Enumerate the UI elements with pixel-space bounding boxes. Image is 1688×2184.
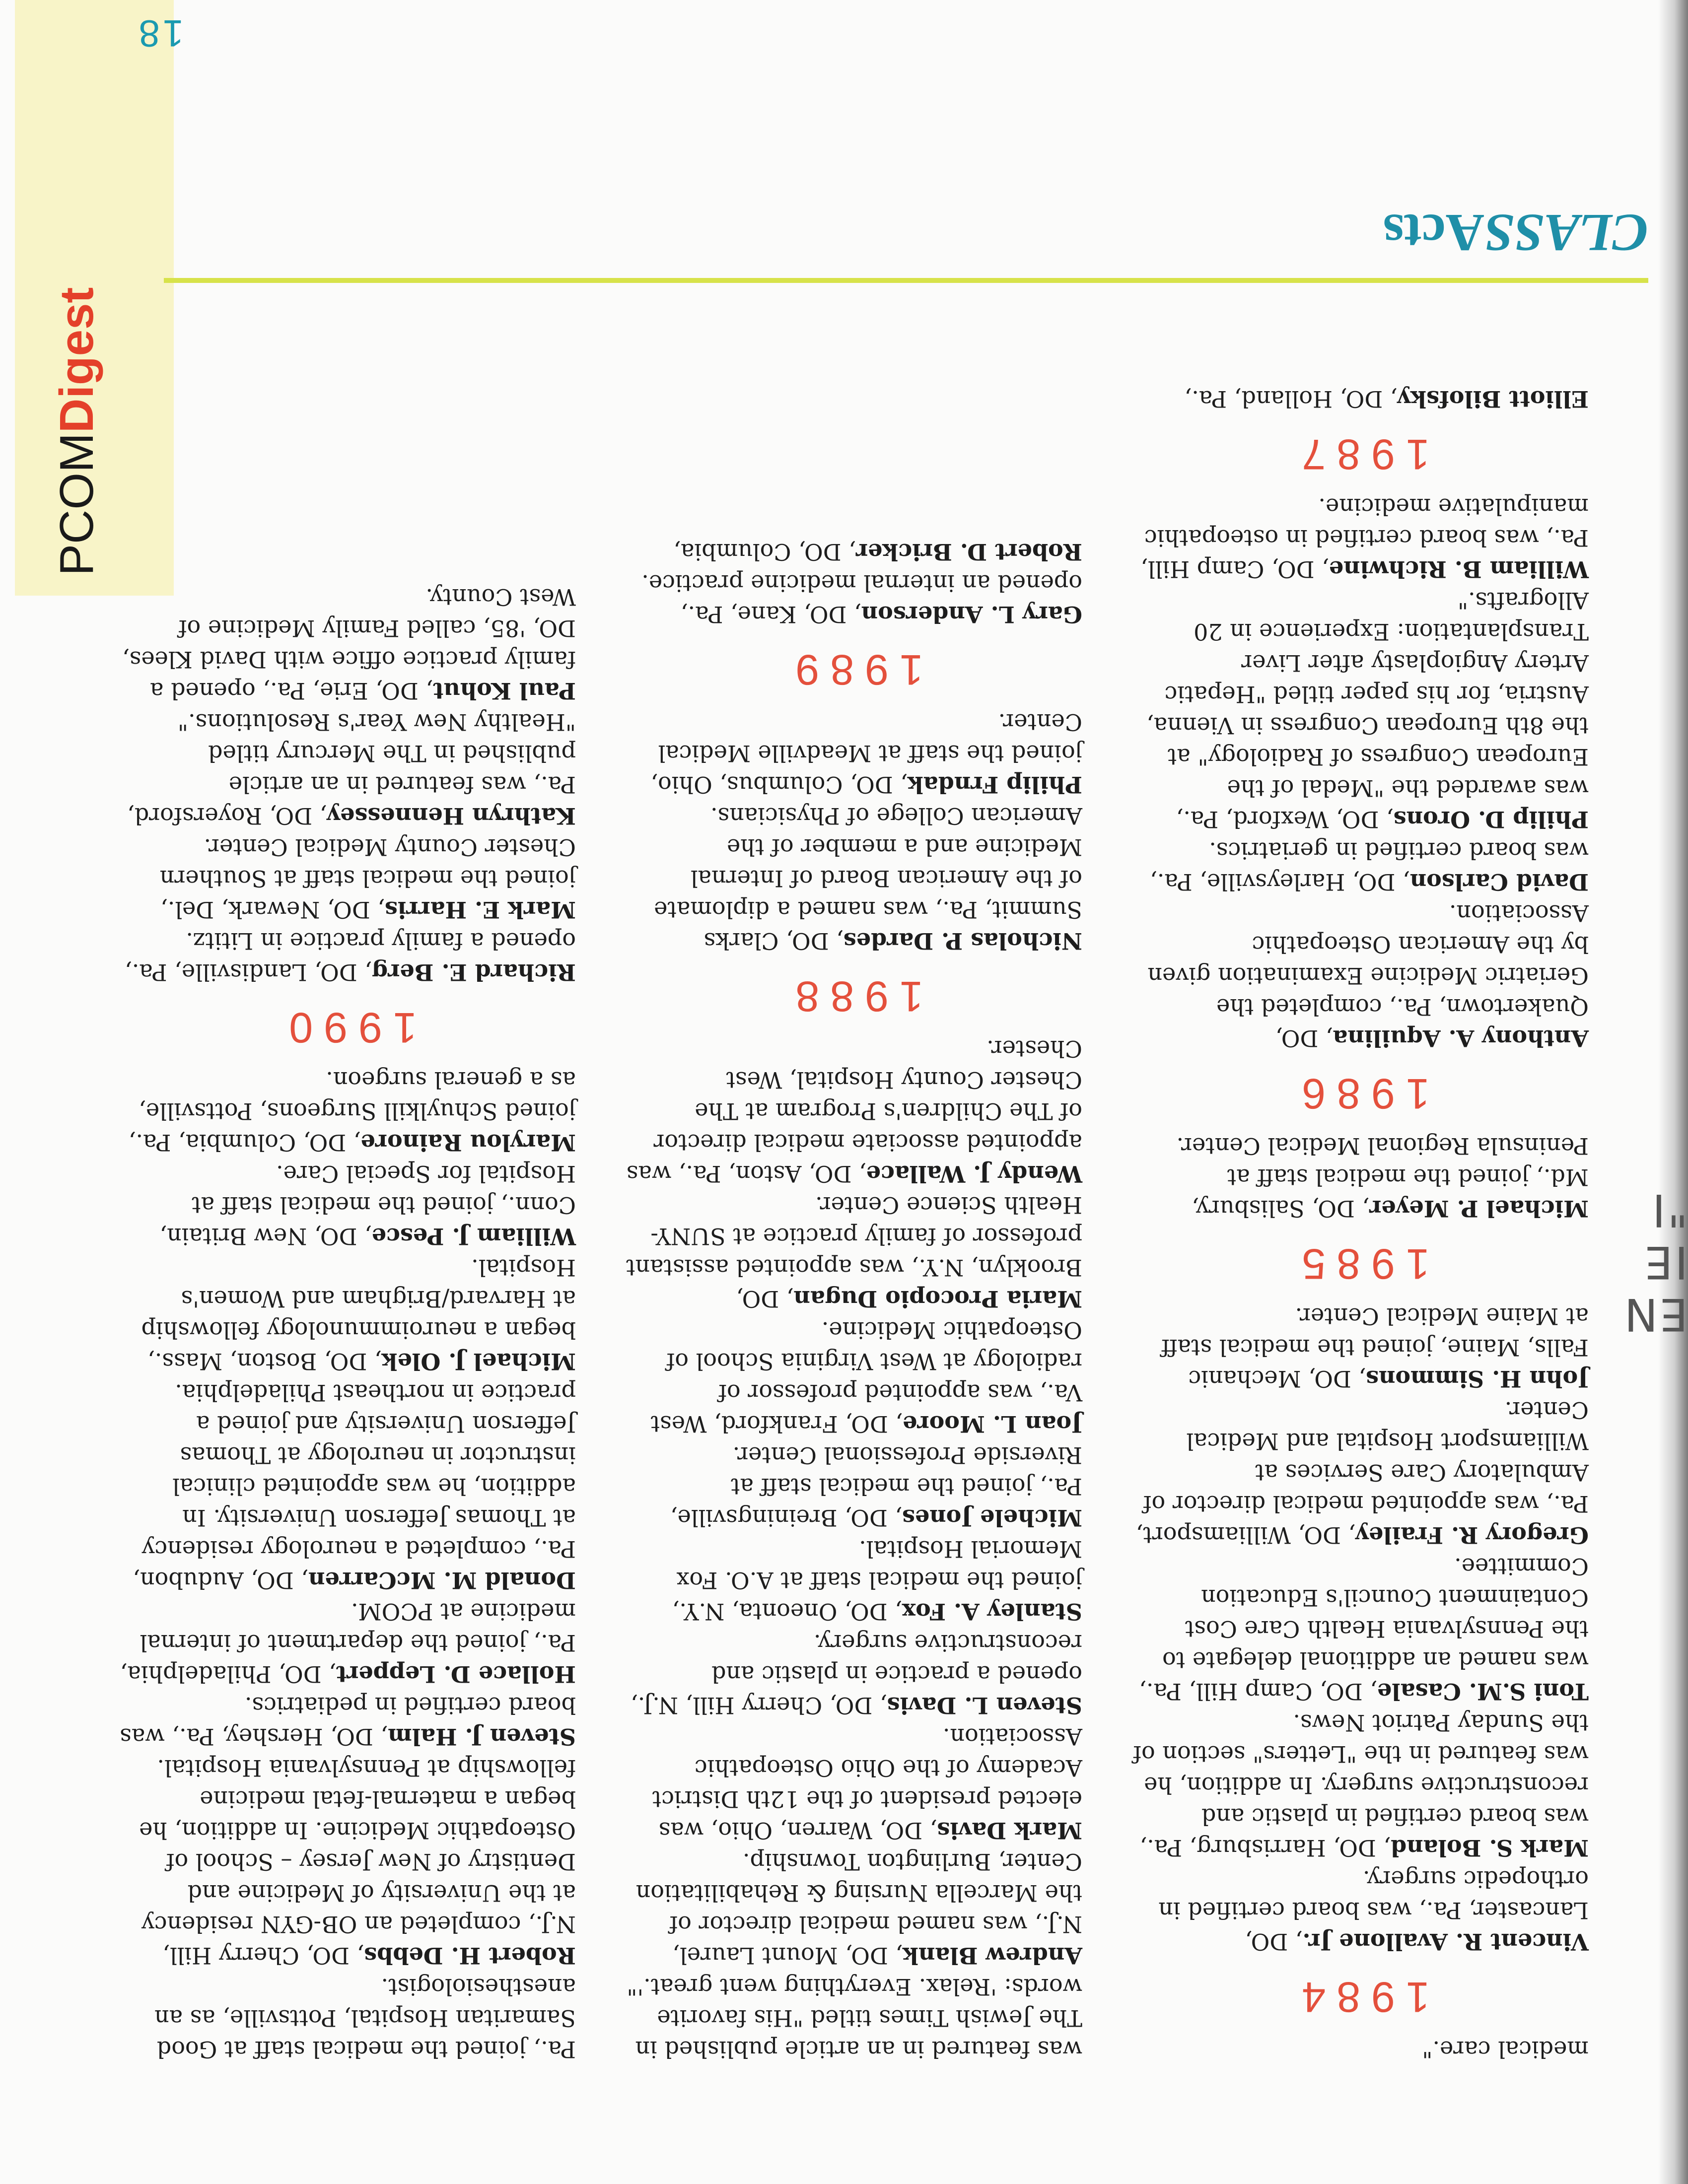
- alumni-note: , DO, Landisville, Pa., opened a family practice in Lititz.: [125, 928, 576, 986]
- alumni-entry: [119, 1690, 576, 1752]
- alumni-entry: [119, 1752, 576, 1971]
- class-year-heading: 1985: [1291, 1240, 1430, 1288]
- alumni-entry: [626, 1314, 1082, 1439]
- alumni-entry: [119, 581, 576, 706]
- fragment-line: "I: [1650, 1184, 1688, 1236]
- alumni-note: , DO, Aston, Pa., was appointed associate medical director of The Children's Program at The Chester County Hospital, West Chester.: [626, 1035, 1082, 1187]
- alumni-note: , DO, Clarks Summit, Pa., was named a diplomate of the American Board of Internal Medicine and a member of the American College of Physicians.: [654, 803, 1082, 955]
- alumni-entry: [1132, 1394, 1589, 1551]
- alumni-name: Toni S.M. Casale: [1377, 1678, 1589, 1705]
- alumni-note: , DO, Kane, Pa., opened an internal medicine practice.: [641, 570, 1082, 628]
- alumni-name: Joan L. Moore: [903, 1411, 1082, 1437]
- alumni-name: John H. Simmons: [1366, 1365, 1589, 1392]
- alumni-name: Hollace D. Leppert: [336, 1661, 576, 1688]
- alumni-name: Wendy J. Wallace: [866, 1160, 1082, 1187]
- class-year-heading: 1986: [1291, 1070, 1430, 1117]
- alumni-note: , DO, Columbia,: [673, 539, 856, 565]
- alumni-entry: [1132, 1551, 1589, 1707]
- alumni-note: , DO, Camp Hill, Pa., was board certified in osteopathic manipulative medicine.: [1140, 493, 1589, 583]
- section-heading-class: CLASS: [1484, 203, 1648, 262]
- alumni-entry: [1132, 1863, 1589, 1957]
- alumni-name: Steven L. Davis: [887, 1692, 1082, 1719]
- alumni-entry: [1132, 491, 1589, 585]
- alumni-entry: [626, 1846, 1082, 1971]
- adjacent-page-fragment: [1622, 596, 1688, 1340]
- alumni-note: , DO, Philadelphia, Pa., joined the department of internal medicine at PCOM.: [120, 1598, 576, 1688]
- brand-logo: [50, 287, 104, 576]
- alumni-note: , DO, Harrisburg, Pa., was board certified in plastic and reconstructive surgery. In addition, he was featured in the "Letters" section of the Sunday Patriot News.: [1133, 1709, 1589, 1861]
- alumni-entry: [1132, 585, 1589, 835]
- alumni-note: , DO, Columbia, Pa., joined Schuylkill Surgeons, Pottsville, as a general surgeon.: [128, 1067, 576, 1156]
- alumni-note: , DO, Harleysville, Pa., was board certified in geriatrics.: [1150, 837, 1589, 895]
- alumni-note: , DO, Boston, Mass., began a neuroimmunology fellowship at Harvard/Brigham and Women's Hospital.: [141, 1254, 576, 1375]
- alumni-name: Andrew Blank: [903, 1942, 1082, 1969]
- alumni-note: , DO, Salisbury, Md., joined the medical staff at Peninsula Regional Medical Center.: [1176, 1133, 1589, 1222]
- alumni-note: , DO, Holland, Pa.,: [1184, 386, 1398, 412]
- alumni-entry: [119, 1252, 576, 1377]
- alumni-note: , DO, Lancaster, Pa., was board certified in orthopedic surgery.: [1158, 1866, 1589, 1955]
- alumni-note: , DO, Mount Laurel, N.J., was named medical director of the Marcella Nursing & Rehabilitation Center, Burlington Township.: [635, 1848, 1082, 1969]
- alumni-note: , DO, New Britain, Conn., joined the medical staff at Hospital for Special Care.: [159, 1160, 576, 1250]
- alumni-name: Mark Davis: [937, 1817, 1082, 1844]
- alumni-entry: [626, 1533, 1082, 1627]
- alumni-entry: [626, 1721, 1082, 1846]
- entry-continuation: was featured in an article published in The Jewish Times titled "His favorite words: 'Relax. Everything went great.'": [627, 1974, 1082, 2063]
- alumni-note: , DO, Cherry Hill, N.J., completed an OB-GYN residency at the University of Medicine and Dentistry of New Jersey – School of Osteopathic Medicine. In addition, he began a maternal-fetal medicine fellowship at Pennsylvania Hospital.: [139, 1755, 576, 1969]
- alumni-name: Paul Kohut: [433, 678, 576, 704]
- alumni-note: , DO, Royersford, Pa., was featured in an article published in The Mercury titled "Healthy New Year's Resolutions.": [127, 709, 576, 829]
- alumni-name: Marylou Rainore: [360, 1129, 576, 1156]
- alumni-name: Kathryn Hennessey: [327, 803, 576, 829]
- alumni-note: , DO, Newark, Del., joined the medical staff at Southern Chester County Medical Center.: [159, 834, 576, 923]
- entry-continuation: Pa., joined the medical staff at Good Samaritan Hospital, Pottsville, as an anesthesiologist.: [154, 1974, 576, 2063]
- alumni-entry: [119, 706, 576, 831]
- alumni-name: Michele Jones: [902, 1504, 1082, 1531]
- alumni-note: , DO, Quakertown, Pa., completed the Geriatric Medicine Examination given by the American Osteopathic Association.: [1147, 900, 1589, 1052]
- section-heading: [1383, 202, 1648, 263]
- alumni-note: , DO, Audubon, Pa., completed a neurology residency at Thomas Jefferson University. In addition, he was appointed clinical instructor in neurology at Thomas Jefferson University and joined a practice in northeast Philadelphia.: [133, 1379, 576, 1594]
- alumni-name: Michael P. Meyer: [1369, 1195, 1589, 1222]
- alumni-name: Mark S. Boland: [1391, 1835, 1589, 1861]
- section-rule: [164, 278, 1648, 283]
- alumni-name: Robert D. Bricker: [855, 539, 1082, 565]
- alumni-name: William B. Richwine: [1329, 556, 1589, 583]
- alumni-note: , DO, Wexford, Pa., was awarded the "Medal of the European Congress of Radiology" at the 8th European Congress in Vienna, Austria, for his paper titled "Hepatic Artery Angioplasty after Liver Transplantation: Experience in 20 Allografts.": [1146, 587, 1589, 833]
- alumni-entry: [626, 1189, 1082, 1314]
- alumni-entry: [1132, 835, 1589, 897]
- alumni-note: , DO, Camp Hill, Pa., was named an additional delegate to the Pennsylvania Health Care Cost Containment Council's Education Committee.: [1139, 1553, 1589, 1705]
- class-year-heading: 1984: [1291, 1973, 1430, 2021]
- alumni-name: David Carlson: [1409, 869, 1589, 895]
- alumni-entry: [626, 536, 1082, 567]
- alumni-note: , DO, Mechanic Falls, Maine, joined the medical staff at Maine Medical Center.: [1161, 1303, 1589, 1392]
- alumni-note: , DO, Warren, Ohio, was elected president of the 12th District Academy of the Ohio Osteopathic Association.: [652, 1723, 1082, 1844]
- alumni-note: , DO, Erie, Pa., opened a family practice office with David Klees, DO, '85, called Family Medicine of West County.: [122, 584, 576, 704]
- alumni-name: Michael J. Olek: [381, 1348, 576, 1375]
- alumni-entry: [119, 1377, 576, 1596]
- class-year-heading: 1989: [784, 646, 923, 693]
- column-2: [626, 536, 1082, 2065]
- alumni-name: Gregory R. Frailey: [1355, 1522, 1589, 1549]
- column-3: [119, 581, 576, 2065]
- brand-digest: Digest: [50, 287, 103, 433]
- alumni-name: Richard E. Berg: [371, 959, 576, 986]
- alumni-entry: [626, 706, 1082, 800]
- alumni-entry: [1132, 1130, 1589, 1224]
- alumni-name: Robert H. Debbs: [364, 1942, 576, 1969]
- alumni-name: William J. Pesce: [371, 1223, 576, 1250]
- alumni-note: , DO, Hershey, Pa., was board certified in pediatrics.: [120, 1692, 576, 1750]
- class-year-heading: 1990: [278, 1004, 417, 1051]
- alumni-note: , DO, Frankford, West Va., was appointed professor of radiology at West Virginia School of Osteopathic Medicine.: [650, 1317, 1082, 1437]
- alumni-note: , DO, Columbus, Ohio, joined the staff at Meadville Medical Center.: [650, 709, 1082, 798]
- alumni-entry: [119, 1596, 576, 1690]
- alumni-name: Stanley A. Fox: [902, 1598, 1082, 1625]
- column-1: [1132, 383, 1589, 2065]
- alumni-note: , DO, Breiningsville, Pa., joined the medical staff at Riverside Professional Center.: [670, 1442, 1082, 1531]
- alumni-entry: [1132, 383, 1589, 414]
- alumni-entry: [119, 1158, 576, 1252]
- alumni-note: , DO, Brooklyn, N.Y., was appointed assistant professor of family practice at SUNY-Health Science Center.: [626, 1192, 1082, 1312]
- alumni-name: Maria Procopio Dugan: [793, 1286, 1082, 1312]
- class-year-heading: 1987: [1291, 430, 1430, 478]
- alumni-name: Elliott Bilofsky: [1397, 386, 1589, 412]
- alumni-entry: [1132, 1300, 1589, 1394]
- alumni-entry: [626, 1627, 1082, 1721]
- alumni-name: Nicholas P. Dardes: [843, 928, 1082, 955]
- alumni-note: , DO, Oneonta, N.Y., joined the medical staff at A.O. Fox Memorial Hospital.: [672, 1536, 1082, 1625]
- alumni-entry: [626, 1439, 1082, 1533]
- alumni-entry: [626, 800, 1082, 956]
- alumni-name: Anthony A. Aquilina: [1333, 1025, 1589, 1052]
- alumni-note: , DO, Williamsport, Pa., was appointed medical director of Ambulatory Care Services at Williamsport Hospital and Medical Center.: [1135, 1397, 1589, 1549]
- alumni-name: Philip Frndak: [907, 771, 1082, 798]
- alumni-entry: [626, 1033, 1082, 1189]
- alumni-entry: [119, 925, 576, 988]
- fragment-line: IE: [1642, 1236, 1688, 1288]
- alumni-name: Steven J. Halm: [388, 1723, 576, 1750]
- alumni-entry: [119, 1064, 576, 1158]
- alumni-name: Philip D. Orons: [1393, 806, 1589, 833]
- alumni-name: Vincent R. Avallone Jr.: [1302, 1928, 1589, 1955]
- brand-pcom: PCOM: [50, 433, 103, 576]
- alumni-entry: [119, 831, 576, 925]
- class-year-heading: 1988: [784, 972, 923, 1020]
- alumni-name: Mark E. Harris: [384, 896, 576, 923]
- section-heading-acts: Acts: [1383, 203, 1484, 262]
- entry-continuation: medical care.": [1422, 2036, 1589, 2063]
- alumni-entry: [626, 567, 1082, 630]
- alumni-name: Donald M. McCarren: [308, 1567, 576, 1594]
- page-number: 18: [136, 12, 184, 54]
- alumni-note: , DO, Cherry Hill, N.J., opened a practice in plastic and reconstructive surgery.: [631, 1630, 1082, 1719]
- alumni-name: Gary L. Anderson: [861, 601, 1082, 628]
- alumni-entry: [1132, 897, 1589, 1054]
- alumni-entry: [1132, 1707, 1589, 1863]
- fragment-line: EN: [1622, 1288, 1688, 1340]
